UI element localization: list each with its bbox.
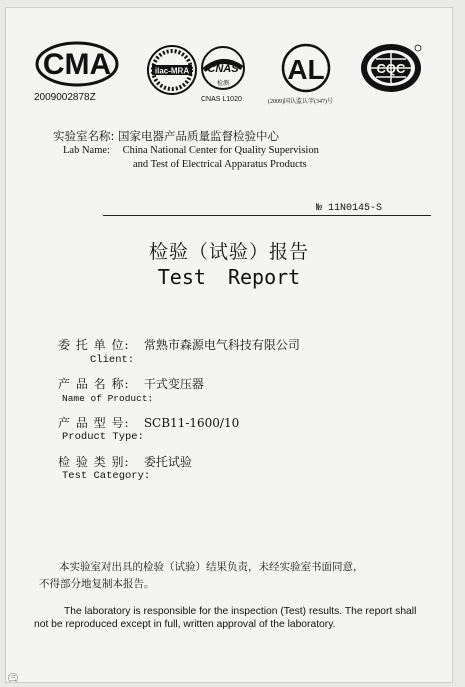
svg-text:AL: AL xyxy=(287,54,325,85)
field-test-category-en-label: Test Category: xyxy=(62,470,151,482)
report-cover-page xyxy=(5,7,453,683)
lab-name-cn-value: 国家电器产品质量监督检验中心 xyxy=(118,129,280,143)
svg-text:ilac-MRA: ilac-MRA xyxy=(154,66,190,76)
disclaimer-english xyxy=(34,605,449,631)
lab-name-cn-label: 实验室名称: xyxy=(53,129,115,143)
disclaimer-cn-line2: 不得部分地复制本报告。 xyxy=(39,578,155,590)
field-product-type-value: SCB11-1600/10 xyxy=(143,416,240,430)
field-product-name-label: 产 品 名 称: xyxy=(58,377,130,391)
al-logo xyxy=(280,42,332,94)
field-product-type xyxy=(58,414,239,431)
lab-name-en-label: Lab Name: xyxy=(63,145,110,156)
cma-certificate-number: 2009002878Z xyxy=(34,92,96,103)
field-client xyxy=(58,336,300,353)
field-test-category xyxy=(58,453,192,470)
field-product-type-en-label: Product Type: xyxy=(62,431,144,443)
svg-text:CMA: CMA xyxy=(42,48,112,81)
field-product-name xyxy=(58,375,204,392)
al-accreditation-caption: (2009)国认监认字(347)号 xyxy=(268,99,333,105)
report-title-chinese: 检验（试验）报告 xyxy=(148,241,309,263)
page-mark: ㊂ xyxy=(8,674,18,683)
field-product-type-label: 产 品 型 号: xyxy=(58,416,130,430)
field-product-name-value: 干式变压器 xyxy=(143,377,204,391)
cqc-logo xyxy=(358,42,424,94)
report-title-english: Test Report xyxy=(157,265,301,289)
field-test-category-value: 委托试验 xyxy=(143,455,192,469)
lab-name-en-line1: China National Center for Quality Supervision xyxy=(122,145,319,156)
field-client-en-label: Client: xyxy=(90,354,135,366)
field-client-value: 常熟市森源电气科技有限公司 xyxy=(143,338,300,352)
field-product-name-en-label: Name of Product: xyxy=(62,393,154,404)
report-number: № 11N0145-S xyxy=(316,203,383,214)
disclaimer-en-line1: The laboratory is responsible for the inspection (Test) results. The report shall xyxy=(64,606,417,617)
disclaimer-en-line2: not be reproduced except in full, written approval of the laboratory. xyxy=(34,619,336,630)
ilac-mra-logo xyxy=(146,44,198,96)
field-client-label: 委 托 单 位: xyxy=(58,338,130,352)
lab-name-chinese xyxy=(53,128,279,144)
svg-text:CNAS: CNAS xyxy=(207,63,239,75)
svg-text:CQC: CQC xyxy=(376,61,406,76)
lab-name-english xyxy=(63,145,319,156)
cnas-accreditation-number: CNAS L1020 xyxy=(201,96,242,103)
lab-name-en-line2: and Test of Electrical Apparatus Products xyxy=(133,159,307,170)
disclaimer-cn-line1: 本实验室对出具的检验（试验）结果负责，未经实验室书面同意， xyxy=(59,561,364,573)
svg-text:检测: 检测 xyxy=(216,80,230,87)
field-test-category-label: 检 验 类 别: xyxy=(58,455,130,469)
cma-logo xyxy=(34,40,120,88)
divider-line xyxy=(103,215,431,216)
disclaimer-chinese xyxy=(39,559,439,593)
cnas-logo xyxy=(198,44,248,94)
